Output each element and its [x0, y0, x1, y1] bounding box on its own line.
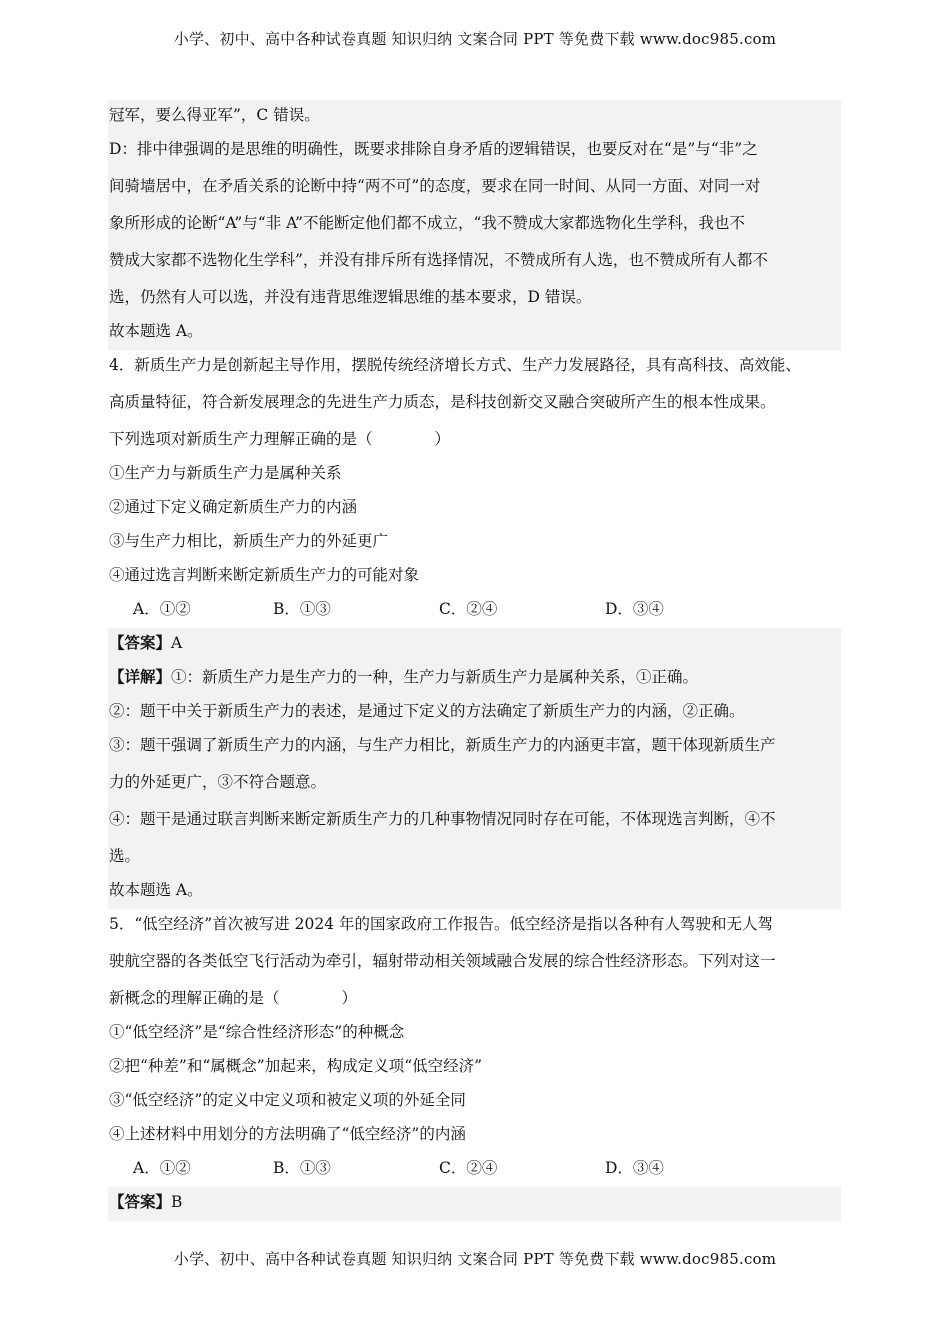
statement-item: ②把“种差”和“属概念”加起来，构成定义项“低空经济” [109, 1057, 483, 1075]
question-4 [109, 350, 841, 628]
page-footer: 小学、初中、高中各种试卷真题 知识归纳 文案合同 PPT 等免费下载 www.doc985.com [173, 1250, 777, 1268]
text-line: 故本题选 A。 [109, 322, 203, 340]
answer-label: 【答案】 [109, 1192, 172, 1211]
statement-item: ④通过选言判断来断定新质生产力的可能对象 [109, 566, 420, 584]
answer-line [109, 1187, 841, 1221]
explanation-block-q3 [108, 100, 841, 350]
question-stem-line: 高质量特征，符合新发展理念的先进生产力质态，是科技创新交叉融合突破所产生的根本性成果。 [109, 393, 776, 411]
text-line: 选，仍然有人可以选，并没有违背思维逻辑思维的基本要求，D 错误。 [109, 288, 592, 306]
statement-item: ③与生产力相比，新质生产力的外延更广 [109, 532, 389, 550]
answer-line [109, 628, 841, 662]
detail-line: ③：题干强调了新质生产力的内涵，与生产力相比，新质生产力的内涵更丰富，题干体现新质生产 [109, 736, 776, 754]
document-body [109, 100, 841, 1221]
detail-line: ④：题干是通过联言判断来断定新质生产力的几种事物情况同时存在可能，不体现选言判断，④不 [109, 810, 776, 828]
option-a: A．①② [133, 600, 191, 618]
detail-line: 选。 [109, 847, 141, 865]
option-a: A．①② [133, 1159, 191, 1177]
option-c: C．②④ [439, 600, 498, 618]
answer-block-q5 [108, 1187, 841, 1221]
answer-options [109, 594, 841, 628]
answer-options [109, 1153, 841, 1187]
text-line: 间骑墙居中，在矛盾关系的论断中持“两不可”的态度，要求在同一时间、从同一方面、对同一对 [109, 177, 761, 195]
option-b: B．①③ [273, 1159, 331, 1177]
question-5 [109, 909, 841, 1187]
detail-line: 力的外延更广，③不符合题意。 [109, 773, 327, 791]
detail-line [109, 662, 841, 696]
text-line: 冠军，要么得亚军”，C 错误。 [109, 106, 320, 124]
detail-label: 【详解】 [109, 667, 172, 686]
option-d: D．③④ [605, 1159, 664, 1177]
statement-item: ④上述材料中用划分的方法明确了“低空经济”的内涵 [109, 1125, 466, 1143]
question-stem-line: 驶航空器的各类低空飞行活动为牵引，辐射带动相关领域融合发展的综合性经济形态。下列对这一 [109, 952, 776, 970]
question-stem-line: 4．新质生产力是创新起主导作用，摆脱传统经济增长方式、生产力发展路径，具有高科技、高效能、 [109, 356, 801, 374]
answer-label: 【答案】 [109, 633, 172, 652]
text-line: 赞成大家都不选物化生学科”，并没有排斥所有选择情况，不赞成所有人选，也不赞成所有人都不 [109, 251, 768, 269]
answer-block-q4 [108, 628, 841, 909]
detail-line: ②：题干中关于新质生产力的表述，是通过下定义的方法确定了新质生产力的内涵，②正确。 [109, 702, 745, 720]
question-stem-line: 下列选项对新质生产力理解正确的是（ ） [109, 430, 451, 448]
statement-item: ①“低空经济”是“综合性经济形态”的种概念 [109, 1023, 405, 1041]
statement-item: ②通过下定义确定新质生产力的内涵 [109, 498, 358, 516]
detail-line: 故本题选 A。 [109, 881, 203, 899]
statement-item: ③“低空经济”的定义中定义项和被定义项的外延全同 [109, 1091, 466, 1109]
question-stem-line: 5．“低空经济”首次被写进 2024 年的国家政府工作报告。低空经济是指以各种有人驾驶和无人驾 [109, 915, 774, 933]
page-header: 小学、初中、高中各种试卷真题 知识归纳 文案合同 PPT 等免费下载 www.doc985.com [173, 30, 777, 48]
text-line: 象所形成的论断“A”与“非 A”不能断定他们都不成立，“我不赞成大家都选物化生学科，我也不 [109, 214, 745, 232]
option-c: C．②④ [439, 1159, 498, 1177]
answer-value: B [171, 1193, 183, 1211]
option-d: D．③④ [605, 600, 664, 618]
question-stem-line: 新概念的理解正确的是（ ） [109, 989, 358, 1007]
detail-text: ①：新质生产力是生产力的一种，生产力与新质生产力是属种关系，①正确。 [171, 668, 699, 686]
option-b: B．①③ [273, 600, 331, 618]
text-line: D：排中律强调的是思维的明确性，既要求排除自身矛盾的逻辑错误，也要反对在“是”与“非”之 [109, 140, 758, 158]
statement-item: ①生产力与新质生产力是属种关系 [109, 464, 342, 482]
answer-value: A [171, 634, 183, 652]
